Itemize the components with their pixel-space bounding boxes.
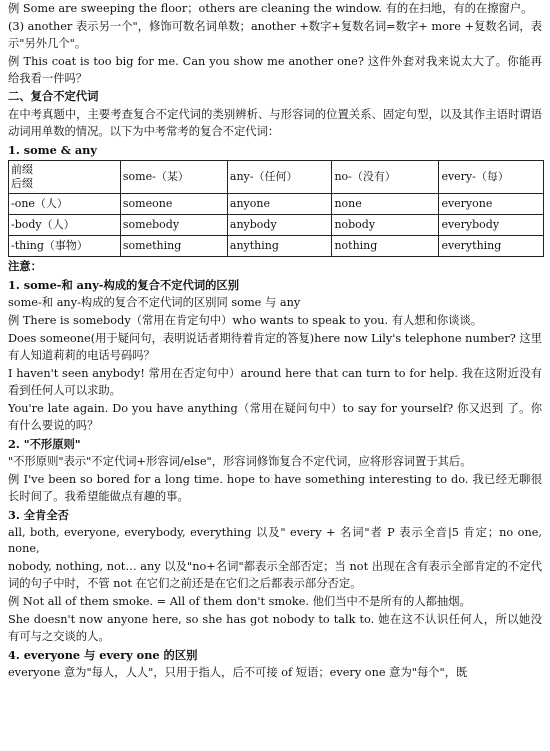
table-cell: everybody [439, 215, 544, 236]
row-label: -one（人） [9, 194, 121, 215]
text-line: nobody, nothing, not… any 以及"no+名词"都表示全部否定；当 not 出现在含有表示全部肯定的不定代词的句子中时，不管 not 在它们之前还是在它们之后都表示部分否定。 [8, 560, 542, 591]
subsection-heading: 2. "不形原则" [8, 436, 81, 451]
table-corner-cell [9, 161, 121, 194]
text-line: 例 Some are sweeping the floor；others are cleaning the window. 有的在扫地，有的在擦窗户。 [8, 2, 533, 15]
text-line: 在中考真题中，主要考查复合不定代词的类别辨析、与形容词的位置关系、固定句型，以及其作主语时谓语动词用单数的情况。以下为中考常考的复合不定代词： [8, 107, 542, 138]
table-cell: nothing [332, 236, 439, 257]
text-line: all, both, everyone, everybody, everything 以及" every + 名词"者 P 表示全音|5 肯定；no one, none, [8, 525, 542, 556]
table-cell: somebody [120, 215, 227, 236]
subsection-heading: 3. 全肯全否 [8, 507, 69, 522]
text-line: some-和 any-构成的复合不定代词的区别同 some 与 any [8, 296, 301, 310]
text-line: everyone 意为"每人，人人"，只用于指人，后不可接 of 短语；every one 意为"每个"，既 [8, 666, 468, 679]
example-line: I haven't seen anybody! 常用在否定句中）around here that can turn to for help. 我在这附近没有看到任何人可以求助。 [8, 367, 542, 397]
column-header: any-（任何） [227, 161, 332, 194]
example-line: You're late again. Do you have anything（常用在疑问句中）to say for yourself? 你又迟到 了。你有什么要说的吗？ [8, 401, 542, 432]
table-cell: none [332, 194, 439, 215]
note-heading: 注意： [8, 260, 42, 274]
table-cell: everything [439, 236, 544, 257]
header-prefix-label: 前缀 [11, 163, 33, 177]
subsection-heading: 1. some-和 any-构成的复合不定代词的区别 [8, 278, 240, 293]
table-cell: someone [120, 194, 227, 215]
example-line: Does someone(用于疑问句，表明说话者期待着肯定的答复)here now Lily's telephone number? 这里有人知道莉莉的电话号码吗？ [8, 332, 542, 363]
header-suffix-label: 后缀 [11, 177, 33, 191]
example-line: 例 Not all of them smoke. = All of them don't smoke. 他们当中不是所有的人都抽烟。 [8, 595, 471, 609]
compound-pronoun-table [8, 160, 544, 257]
table-row [9, 194, 544, 215]
column-header: every-（每） [439, 161, 544, 194]
table-cell: nobody [332, 215, 439, 236]
table-cell: everyone [439, 194, 544, 215]
table-cell: anyone [227, 194, 332, 215]
example-line: 例 There is somebody（常用在肯定句中）who wants to speak to you. 有人想和你谈谈。 [8, 314, 483, 328]
example-line: She doesn't now anyone here, so she has got nobody to talk to. 她在这不认识任何人，所以她没有可与之交谈的人。 [8, 613, 542, 644]
subsection-heading: 1. some & any [8, 142, 97, 157]
row-label: -thing（事物） [9, 236, 121, 257]
column-header: some-（某） [120, 161, 227, 194]
section-heading: 二、复合不定代词 [8, 89, 99, 103]
text-line: 例 This coat is too big for me. Can you show me another one? 这件外套对我来说太大了。你能再给我看一件吗？ [8, 54, 542, 85]
text-line: (3) another 表示另一个"，修饰可数名词单数；another +数字+复数名词=数字+ more +复数名词，表示"另外几个"。 [8, 19, 542, 50]
subsection-heading: 4. everyone 与 every one 的区别 [8, 648, 198, 663]
table-header-row [9, 161, 544, 194]
table-cell: anybody [227, 215, 332, 236]
table-cell: anything [227, 236, 332, 257]
text-line: "不形原则"表示"不定代词+形容词/else"，形容词修饰复合不定代词，应将形容词置于其后。 [8, 454, 472, 468]
row-label: -body（人） [9, 215, 121, 236]
example-line: 例 I've been so bored for a long time. hope to have something interesting to do. 我已经无聊很长时间了。我希望能做点有趣的事。 [8, 472, 542, 503]
column-header: no-（没有） [332, 161, 439, 194]
table-cell: something [120, 236, 227, 257]
table-row [9, 236, 544, 257]
table-row [9, 215, 544, 236]
